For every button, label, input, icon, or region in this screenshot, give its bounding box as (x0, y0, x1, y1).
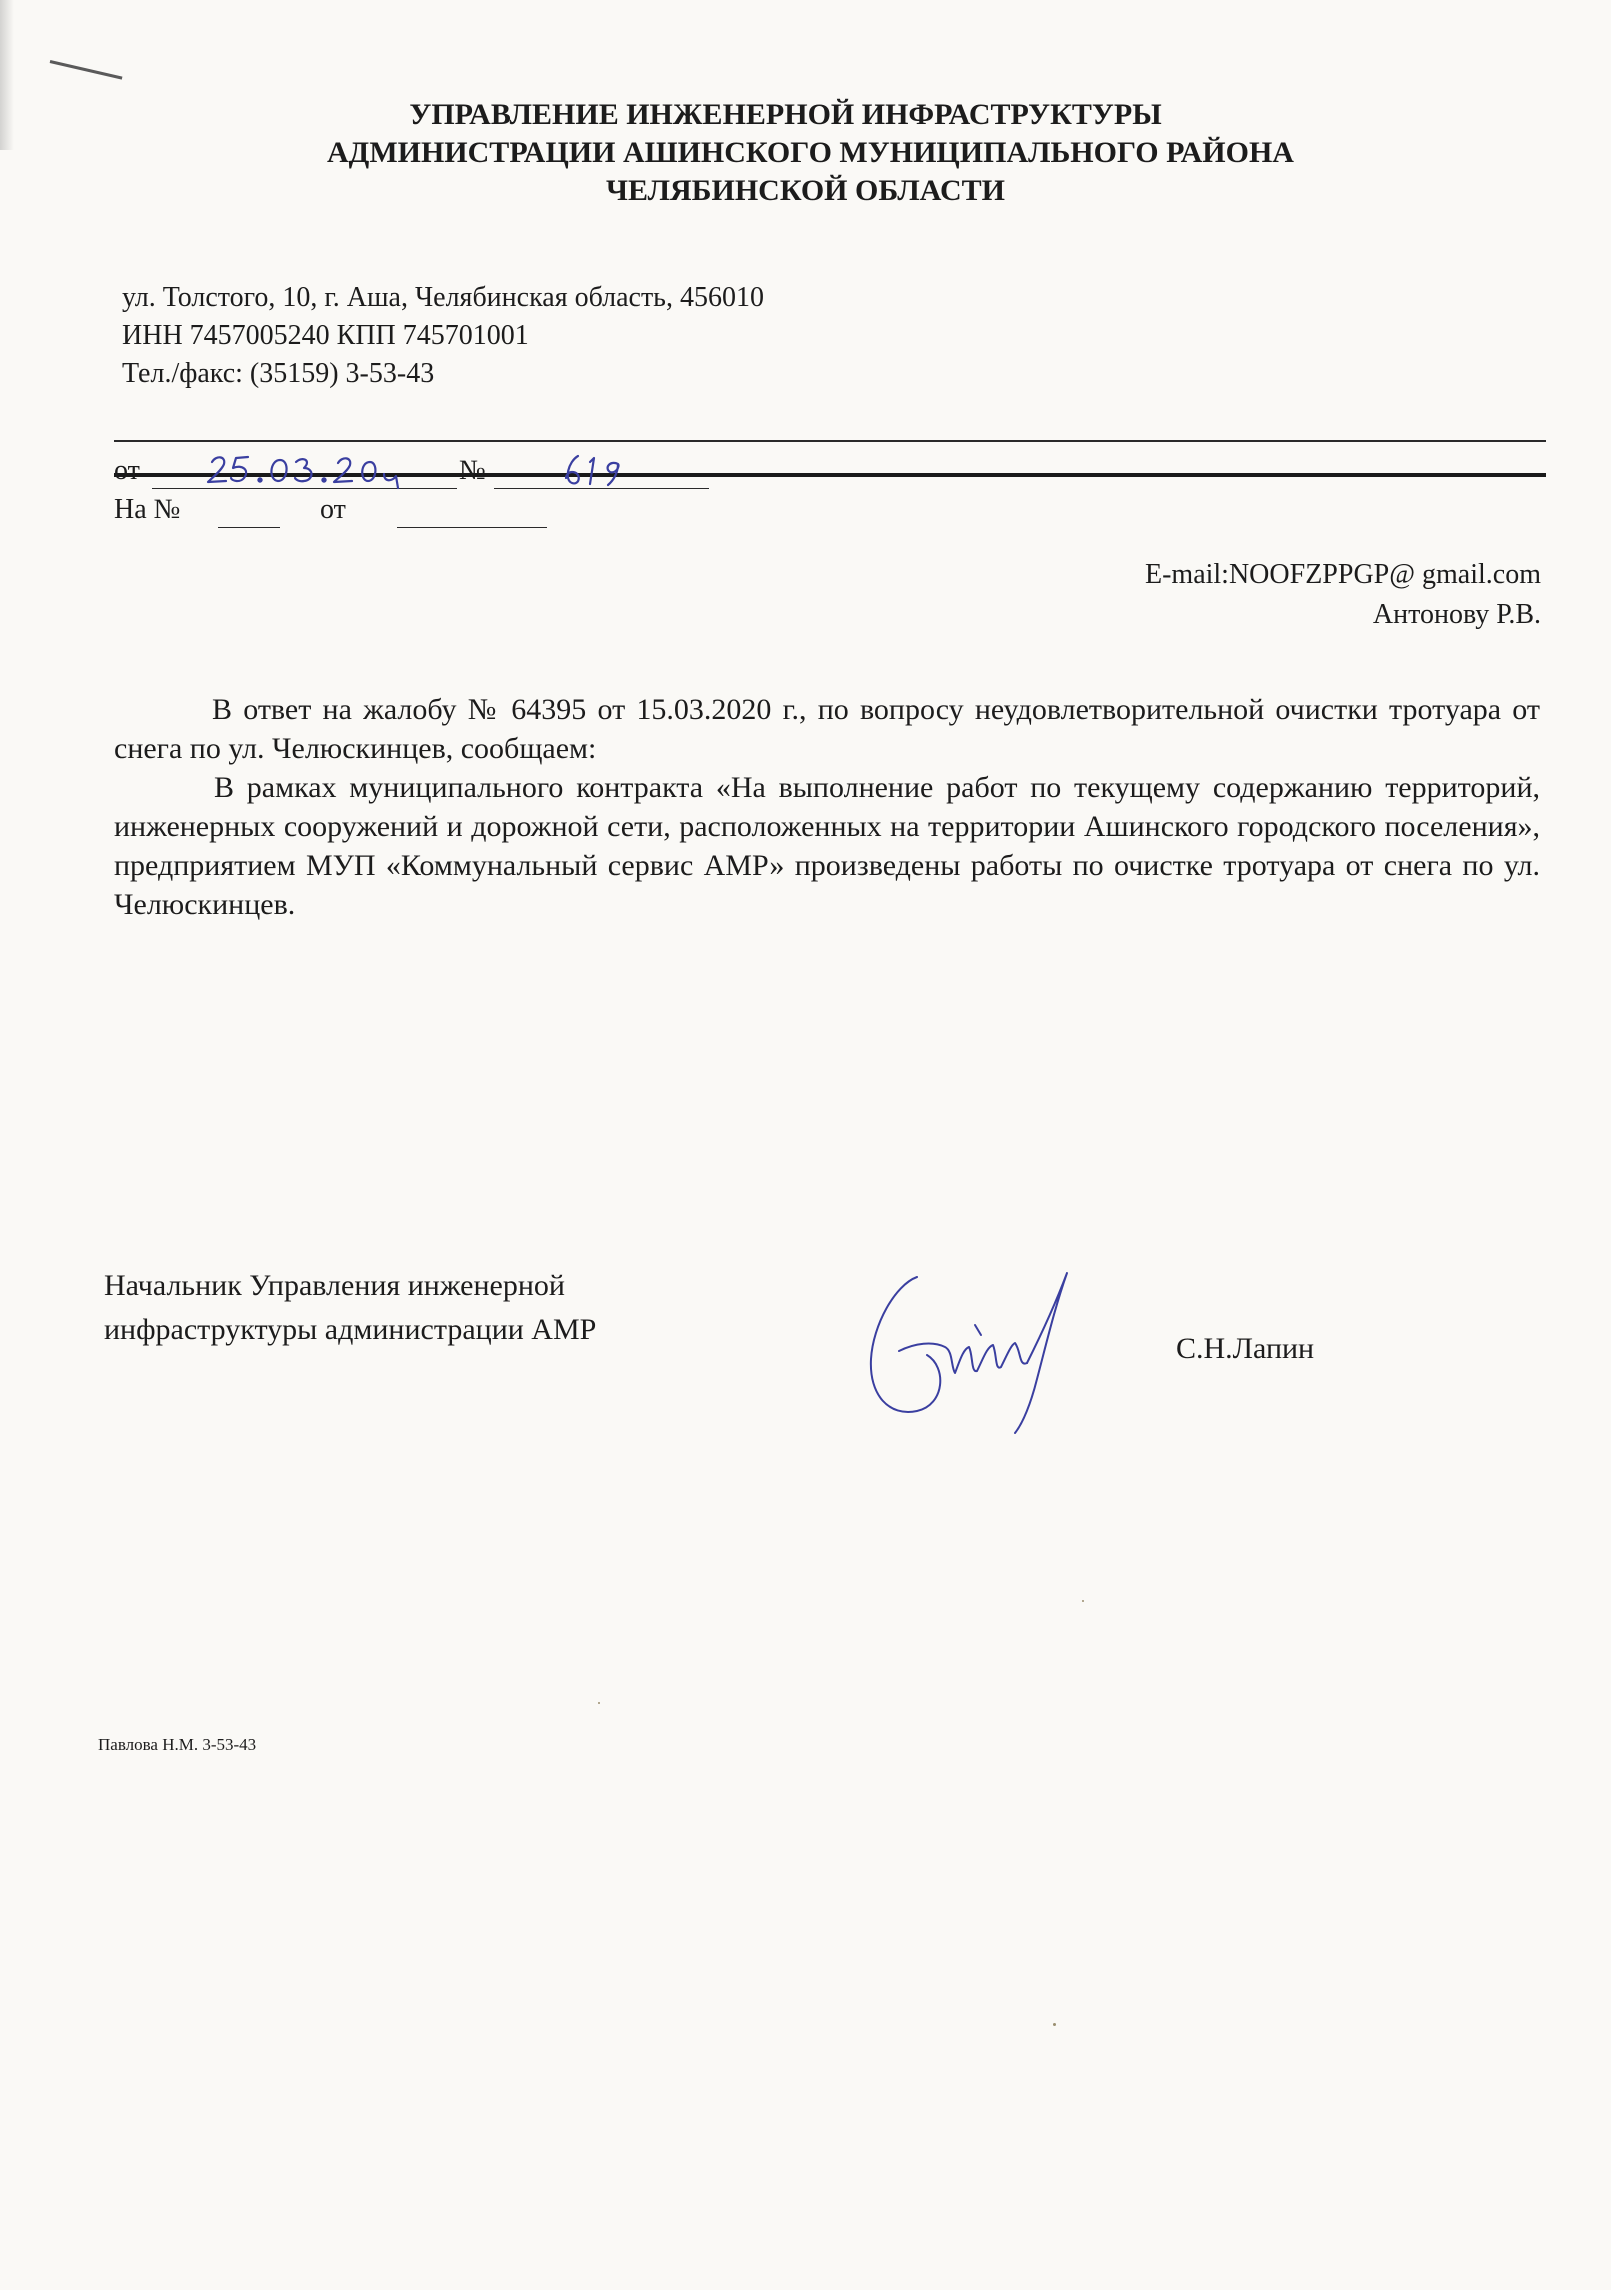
body-paragraph: В рамках муниципального контракта «На выполнение работ по текущему содержанию территорий, инженерных сооружений и дорожной сети, расположенных на территории Ашинского городского поселения», предприятием МУП «Коммунальный сервис АМР» произведены работы по очистке тротуара от снега по ул. Челюскинцев. (114, 771, 1540, 921)
letterhead-title-line: ЧЕЛЯБИНСКОЙ ОБЛАСТИ (606, 174, 1005, 207)
body-paragraph: В ответ на жалобу № 64395 от 15.03.2020 г., по вопросу неудовлетворительной очистки тротуара от снега по ул. Челюскинцев, сообщаем: (114, 693, 1540, 765)
phone-line: Тел./факс: (35159) 3-53-43 (122, 358, 435, 389)
reply-from-date-line (397, 527, 547, 528)
recipient-name: Антонову Р.В. (1372, 599, 1541, 630)
signatory-title-line: Начальник Управления инженерной (104, 1269, 565, 1302)
outgoing-date-label: от (114, 455, 140, 486)
inn-kpp-line: ИНН 7457005240 КПП 745701001 (122, 320, 529, 351)
recipient-block (1145, 555, 1541, 635)
letterhead-title (0, 96, 1611, 210)
outgoing-number-label: № (459, 455, 486, 486)
letterhead-title-line: АДМИНИСТРАЦИИ АШИНСКОГО МУНИЦИПАЛЬНОГО РАЙОНА (327, 136, 1294, 169)
scan-mark (50, 60, 123, 80)
reply-to-label: На № (114, 494, 181, 525)
outgoing-number-line (494, 488, 709, 489)
signatory-name: С.Н.Лапин (1176, 1332, 1315, 1365)
scan-speck (1053, 2023, 1056, 2026)
signatory-title (104, 1264, 596, 1352)
handwritten-number (560, 452, 630, 488)
address-line: ул. Толстого, 10, г. Аша, Челябинская область, 456010 (122, 282, 764, 313)
letter-body (114, 690, 1540, 924)
signatory-title-line: инфраструктуры администрации АМР (104, 1313, 597, 1346)
handwritten-signature (855, 1255, 1095, 1435)
recipient-email: E-mail:NOOFZPPGP@ gmail.com (1144, 559, 1541, 590)
handwritten-date (200, 450, 400, 490)
reply-to-number-line (218, 527, 280, 528)
header-rule-thin (114, 440, 1546, 442)
letterhead-title-line: УПРАВЛЕНИЕ ИНЖЕНЕРНОЙ ИНФРАСТРУКТУРЫ (409, 98, 1162, 131)
letterhead-address (122, 279, 764, 393)
reply-from-label: от (320, 494, 346, 525)
scan-speck (1082, 1600, 1084, 1602)
scan-speck (598, 1702, 600, 1704)
performer-note: Павлова Н.М. 3-53-43 (98, 1735, 257, 1754)
